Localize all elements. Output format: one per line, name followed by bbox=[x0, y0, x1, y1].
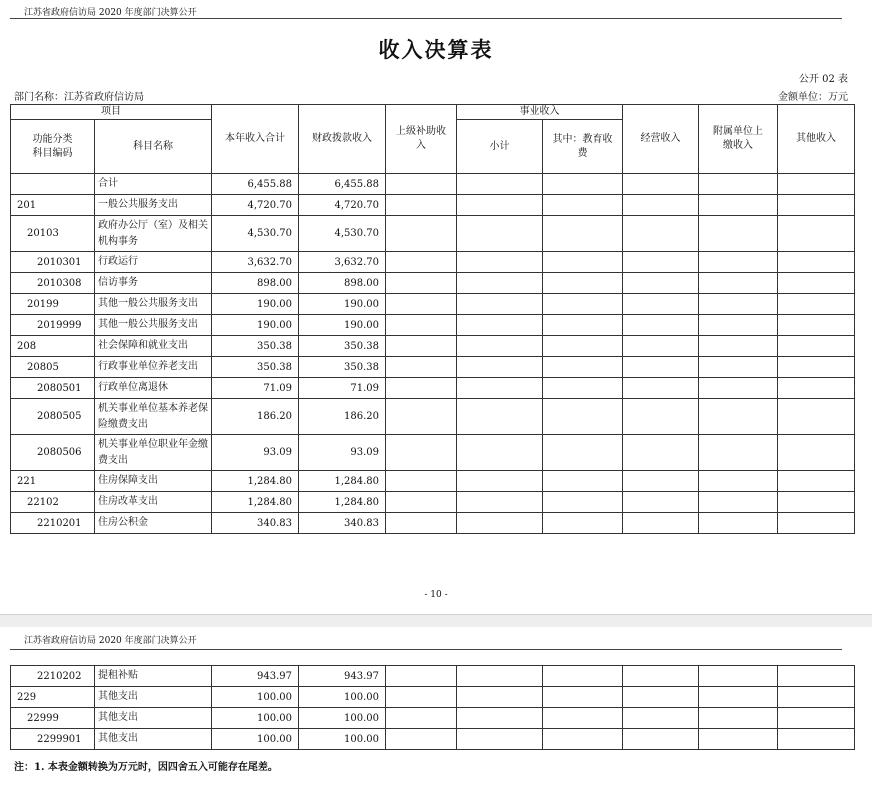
cell-name: 其他支出 bbox=[95, 687, 212, 708]
cell-subtotal bbox=[457, 492, 543, 513]
form-code: 公开 02 表 bbox=[798, 74, 848, 85]
table-row bbox=[11, 195, 855, 216]
cell-affiliate bbox=[699, 471, 778, 492]
cell-operating bbox=[623, 252, 699, 273]
cell-education bbox=[543, 708, 623, 729]
cell-education bbox=[543, 273, 623, 294]
cell-affiliate bbox=[699, 336, 778, 357]
page-2 bbox=[0, 627, 872, 787]
cell-affiliate bbox=[699, 174, 778, 195]
cell-education bbox=[543, 729, 623, 750]
cell-other bbox=[778, 399, 855, 435]
cell-code: 20103 bbox=[11, 216, 95, 252]
cell-code: 2010301 bbox=[11, 252, 95, 273]
cell-operating bbox=[623, 399, 699, 435]
cell-operating bbox=[623, 195, 699, 216]
header-code: 功能分类 科目编码 bbox=[11, 120, 95, 174]
cell-total: 71.09 bbox=[212, 378, 299, 399]
cell-other bbox=[778, 708, 855, 729]
cell-subtotal bbox=[457, 174, 543, 195]
cell-other bbox=[778, 471, 855, 492]
table-row bbox=[11, 513, 855, 534]
cell-fiscal: 190.00 bbox=[299, 315, 386, 336]
cell-affiliate bbox=[699, 294, 778, 315]
cell-operating bbox=[623, 174, 699, 195]
cell-education bbox=[543, 336, 623, 357]
cell-superior bbox=[386, 195, 457, 216]
cell-name: 政府办公厅（室）及相关机构事务 bbox=[95, 216, 212, 252]
cell-affiliate bbox=[699, 708, 778, 729]
cell-total: 100.00 bbox=[212, 687, 299, 708]
cell-total: 100.00 bbox=[212, 729, 299, 750]
cell-education bbox=[543, 471, 623, 492]
cell-superior bbox=[386, 174, 457, 195]
cell-superior bbox=[386, 435, 457, 471]
cell-fiscal: 1,284.80 bbox=[299, 492, 386, 513]
table-row bbox=[11, 315, 855, 336]
cell-operating bbox=[623, 315, 699, 336]
cell-name: 其他一般公共服务支出 bbox=[95, 294, 212, 315]
cell-affiliate bbox=[699, 492, 778, 513]
cell-fiscal: 93.09 bbox=[299, 435, 386, 471]
cell-other bbox=[778, 195, 855, 216]
cell-fiscal: 186.20 bbox=[299, 399, 386, 435]
revenue-table bbox=[10, 104, 855, 534]
cell-operating bbox=[623, 294, 699, 315]
cell-code: 20805 bbox=[11, 357, 95, 378]
cell-other bbox=[778, 174, 855, 195]
cell-code: 2299901 bbox=[11, 729, 95, 750]
cell-fiscal: 350.38 bbox=[299, 357, 386, 378]
cell-operating bbox=[623, 687, 699, 708]
cell-superior bbox=[386, 357, 457, 378]
page-number: - 10 - bbox=[424, 590, 448, 600]
cell-code: 2010308 bbox=[11, 273, 95, 294]
cell-subtotal bbox=[457, 471, 543, 492]
cell-total: 1,284.80 bbox=[212, 492, 299, 513]
cell-total: 6,455.88 bbox=[212, 174, 299, 195]
table-row bbox=[11, 357, 855, 378]
cell-operating bbox=[623, 471, 699, 492]
cell-subtotal bbox=[457, 252, 543, 273]
cell-education bbox=[543, 378, 623, 399]
cell-fiscal: 350.38 bbox=[299, 336, 386, 357]
cell-other bbox=[778, 666, 855, 687]
cell-subtotal bbox=[457, 513, 543, 534]
cell-operating bbox=[623, 273, 699, 294]
cell-affiliate bbox=[699, 513, 778, 534]
table-row bbox=[11, 687, 855, 708]
cell-affiliate bbox=[699, 435, 778, 471]
cell-name: 一般公共服务支出 bbox=[95, 195, 212, 216]
cell-name: 住房改革支出 bbox=[95, 492, 212, 513]
cell-operating bbox=[623, 435, 699, 471]
cell-education bbox=[543, 357, 623, 378]
cell-subtotal bbox=[457, 687, 543, 708]
cell-name: 住房保障支出 bbox=[95, 471, 212, 492]
cell-other bbox=[778, 273, 855, 294]
header-rule-2 bbox=[10, 649, 842, 650]
cell-total: 190.00 bbox=[212, 294, 299, 315]
document-title: 收入决算表 bbox=[378, 37, 494, 62]
cell-superior bbox=[386, 492, 457, 513]
cell-code: 2080501 bbox=[11, 378, 95, 399]
cell-subtotal bbox=[457, 273, 543, 294]
table-body-page1 bbox=[11, 174, 855, 534]
cell-other bbox=[778, 336, 855, 357]
cell-other bbox=[778, 315, 855, 336]
cell-fiscal: 1,284.80 bbox=[299, 471, 386, 492]
table-row bbox=[11, 666, 855, 687]
cell-affiliate bbox=[699, 399, 778, 435]
cell-superior bbox=[386, 708, 457, 729]
cell-code: 22999 bbox=[11, 708, 95, 729]
cell-subtotal bbox=[457, 399, 543, 435]
cell-education bbox=[543, 294, 623, 315]
cell-name: 行政运行 bbox=[95, 252, 212, 273]
table-row bbox=[11, 252, 855, 273]
table-row bbox=[11, 729, 855, 750]
header-rule bbox=[10, 18, 842, 19]
cell-education bbox=[543, 687, 623, 708]
cell-affiliate bbox=[699, 216, 778, 252]
cell-superior bbox=[386, 252, 457, 273]
header-other: 其他收入 bbox=[778, 105, 855, 174]
cell-other bbox=[778, 513, 855, 534]
header-affiliate: 附属单位上 缴收入 bbox=[699, 105, 778, 174]
cell-name: 信访事务 bbox=[95, 273, 212, 294]
cell-name: 合计 bbox=[95, 174, 212, 195]
cell-total: 1,284.80 bbox=[212, 471, 299, 492]
cell-superior bbox=[386, 336, 457, 357]
cell-name: 其他支出 bbox=[95, 729, 212, 750]
cell-code: 229 bbox=[11, 687, 95, 708]
header-subtotal: 小计 bbox=[457, 120, 543, 174]
cell-code: 22102 bbox=[11, 492, 95, 513]
cell-name: 行政事业单位养老支出 bbox=[95, 357, 212, 378]
table-row bbox=[11, 399, 855, 435]
cell-superior bbox=[386, 729, 457, 750]
cell-operating bbox=[623, 513, 699, 534]
running-header: 江苏省政府信访局 2020 年度部门决算公开 bbox=[24, 8, 197, 18]
table-body-page2 bbox=[11, 666, 855, 750]
cell-total: 100.00 bbox=[212, 708, 299, 729]
table-row bbox=[11, 492, 855, 513]
cell-operating bbox=[623, 378, 699, 399]
header-total: 本年收入合计 bbox=[212, 105, 299, 174]
table-row bbox=[11, 294, 855, 315]
cell-subtotal bbox=[457, 294, 543, 315]
cell-fiscal: 100.00 bbox=[299, 687, 386, 708]
cell-operating bbox=[623, 666, 699, 687]
cell-subtotal bbox=[457, 357, 543, 378]
cell-superior bbox=[386, 666, 457, 687]
table-row bbox=[11, 273, 855, 294]
cell-other bbox=[778, 378, 855, 399]
cell-superior bbox=[386, 687, 457, 708]
cell-education bbox=[543, 666, 623, 687]
cell-other bbox=[778, 435, 855, 471]
cell-affiliate bbox=[699, 273, 778, 294]
cell-total: 190.00 bbox=[212, 315, 299, 336]
cell-affiliate bbox=[699, 687, 778, 708]
cell-affiliate bbox=[699, 666, 778, 687]
cell-subtotal bbox=[457, 729, 543, 750]
cell-subtotal bbox=[457, 666, 543, 687]
cell-subtotal bbox=[457, 336, 543, 357]
cell-code: 2080506 bbox=[11, 435, 95, 471]
cell-affiliate bbox=[699, 195, 778, 216]
cell-fiscal: 3,632.70 bbox=[299, 252, 386, 273]
table-row bbox=[11, 174, 855, 195]
cell-education bbox=[543, 315, 623, 336]
cell-name: 其他一般公共服务支出 bbox=[95, 315, 212, 336]
cell-name: 机关事业单位基本养老保险缴费支出 bbox=[95, 399, 212, 435]
table-row bbox=[11, 336, 855, 357]
cell-education bbox=[543, 399, 623, 435]
table-row bbox=[11, 708, 855, 729]
cell-code: 2019999 bbox=[11, 315, 95, 336]
header-name: 科目名称 bbox=[95, 120, 212, 174]
cell-code: 221 bbox=[11, 471, 95, 492]
cell-fiscal: 6,455.88 bbox=[299, 174, 386, 195]
cell-total: 4,530.70 bbox=[212, 216, 299, 252]
cell-superior bbox=[386, 315, 457, 336]
table-note: 注：1. 本表金额转换为万元时，因四舍五入可能存在尾差。 bbox=[14, 762, 278, 773]
cell-fiscal: 943.97 bbox=[299, 666, 386, 687]
header-fiscal: 财政拨款收入 bbox=[299, 105, 386, 174]
cell-superior bbox=[386, 273, 457, 294]
cell-operating bbox=[623, 336, 699, 357]
unit-label: 金额单位：万元 bbox=[778, 92, 848, 103]
cell-total: 186.20 bbox=[212, 399, 299, 435]
cell-education bbox=[543, 435, 623, 471]
header-business: 事业收入 bbox=[457, 105, 623, 120]
cell-code: 2210202 bbox=[11, 666, 95, 687]
cell-name: 提租补贴 bbox=[95, 666, 212, 687]
cell-operating bbox=[623, 216, 699, 252]
cell-total: 943.97 bbox=[212, 666, 299, 687]
cell-operating bbox=[623, 357, 699, 378]
cell-other bbox=[778, 216, 855, 252]
cell-name: 其他支出 bbox=[95, 708, 212, 729]
cell-subtotal bbox=[457, 708, 543, 729]
cell-other bbox=[778, 492, 855, 513]
cell-subtotal bbox=[457, 216, 543, 252]
cell-affiliate bbox=[699, 378, 778, 399]
cell-superior bbox=[386, 216, 457, 252]
cell-superior bbox=[386, 378, 457, 399]
cell-total: 3,632.70 bbox=[212, 252, 299, 273]
cell-code: 2080505 bbox=[11, 399, 95, 435]
cell-education bbox=[543, 216, 623, 252]
cell-superior bbox=[386, 471, 457, 492]
cell-code bbox=[11, 174, 95, 195]
cell-total: 898.00 bbox=[212, 273, 299, 294]
table-row bbox=[11, 378, 855, 399]
cell-operating bbox=[623, 729, 699, 750]
revenue-table-continued bbox=[10, 665, 855, 750]
cell-affiliate bbox=[699, 729, 778, 750]
cell-code: 2210201 bbox=[11, 513, 95, 534]
header-superior: 上级补助收 入 bbox=[386, 105, 457, 174]
cell-affiliate bbox=[699, 315, 778, 336]
table-row bbox=[11, 216, 855, 252]
cell-fiscal: 898.00 bbox=[299, 273, 386, 294]
table-row bbox=[11, 471, 855, 492]
cell-name: 住房公积金 bbox=[95, 513, 212, 534]
cell-total: 350.38 bbox=[212, 357, 299, 378]
cell-total: 340.83 bbox=[212, 513, 299, 534]
cell-fiscal: 71.09 bbox=[299, 378, 386, 399]
cell-name: 社会保障和就业支出 bbox=[95, 336, 212, 357]
cell-fiscal: 190.00 bbox=[299, 294, 386, 315]
cell-operating bbox=[623, 492, 699, 513]
cell-other bbox=[778, 294, 855, 315]
cell-name: 行政单位离退休 bbox=[95, 378, 212, 399]
cell-code: 20199 bbox=[11, 294, 95, 315]
cell-fiscal: 100.00 bbox=[299, 708, 386, 729]
cell-education bbox=[543, 252, 623, 273]
cell-total: 4,720.70 bbox=[212, 195, 299, 216]
cell-education bbox=[543, 195, 623, 216]
cell-fiscal: 100.00 bbox=[299, 729, 386, 750]
table-row bbox=[11, 435, 855, 471]
cell-superior bbox=[386, 513, 457, 534]
cell-fiscal: 340.83 bbox=[299, 513, 386, 534]
cell-subtotal bbox=[457, 435, 543, 471]
header-item: 项目 bbox=[11, 105, 212, 120]
cell-total: 93.09 bbox=[212, 435, 299, 471]
cell-affiliate bbox=[699, 357, 778, 378]
cell-subtotal bbox=[457, 315, 543, 336]
cell-education bbox=[543, 492, 623, 513]
page-gap bbox=[0, 614, 872, 628]
cell-superior bbox=[386, 399, 457, 435]
cell-subtotal bbox=[457, 195, 543, 216]
cell-operating bbox=[623, 708, 699, 729]
header-operating: 经营收入 bbox=[623, 105, 699, 174]
cell-subtotal bbox=[457, 378, 543, 399]
cell-education bbox=[543, 174, 623, 195]
cell-code: 208 bbox=[11, 336, 95, 357]
header-education: 其中：教育收 费 bbox=[543, 120, 623, 174]
cell-total: 350.38 bbox=[212, 336, 299, 357]
running-header-2: 江苏省政府信访局 2020 年度部门决算公开 bbox=[24, 636, 197, 646]
cell-superior bbox=[386, 294, 457, 315]
cell-other bbox=[778, 252, 855, 273]
cell-other bbox=[778, 357, 855, 378]
cell-education bbox=[543, 513, 623, 534]
cell-other bbox=[778, 687, 855, 708]
cell-affiliate bbox=[699, 252, 778, 273]
cell-other bbox=[778, 729, 855, 750]
cell-code: 201 bbox=[11, 195, 95, 216]
department-label: 部门名称：江苏省政府信访局 bbox=[14, 92, 144, 103]
cell-fiscal: 4,720.70 bbox=[299, 195, 386, 216]
cell-name: 机关事业单位职业年金缴费支出 bbox=[95, 435, 212, 471]
cell-fiscal: 4,530.70 bbox=[299, 216, 386, 252]
